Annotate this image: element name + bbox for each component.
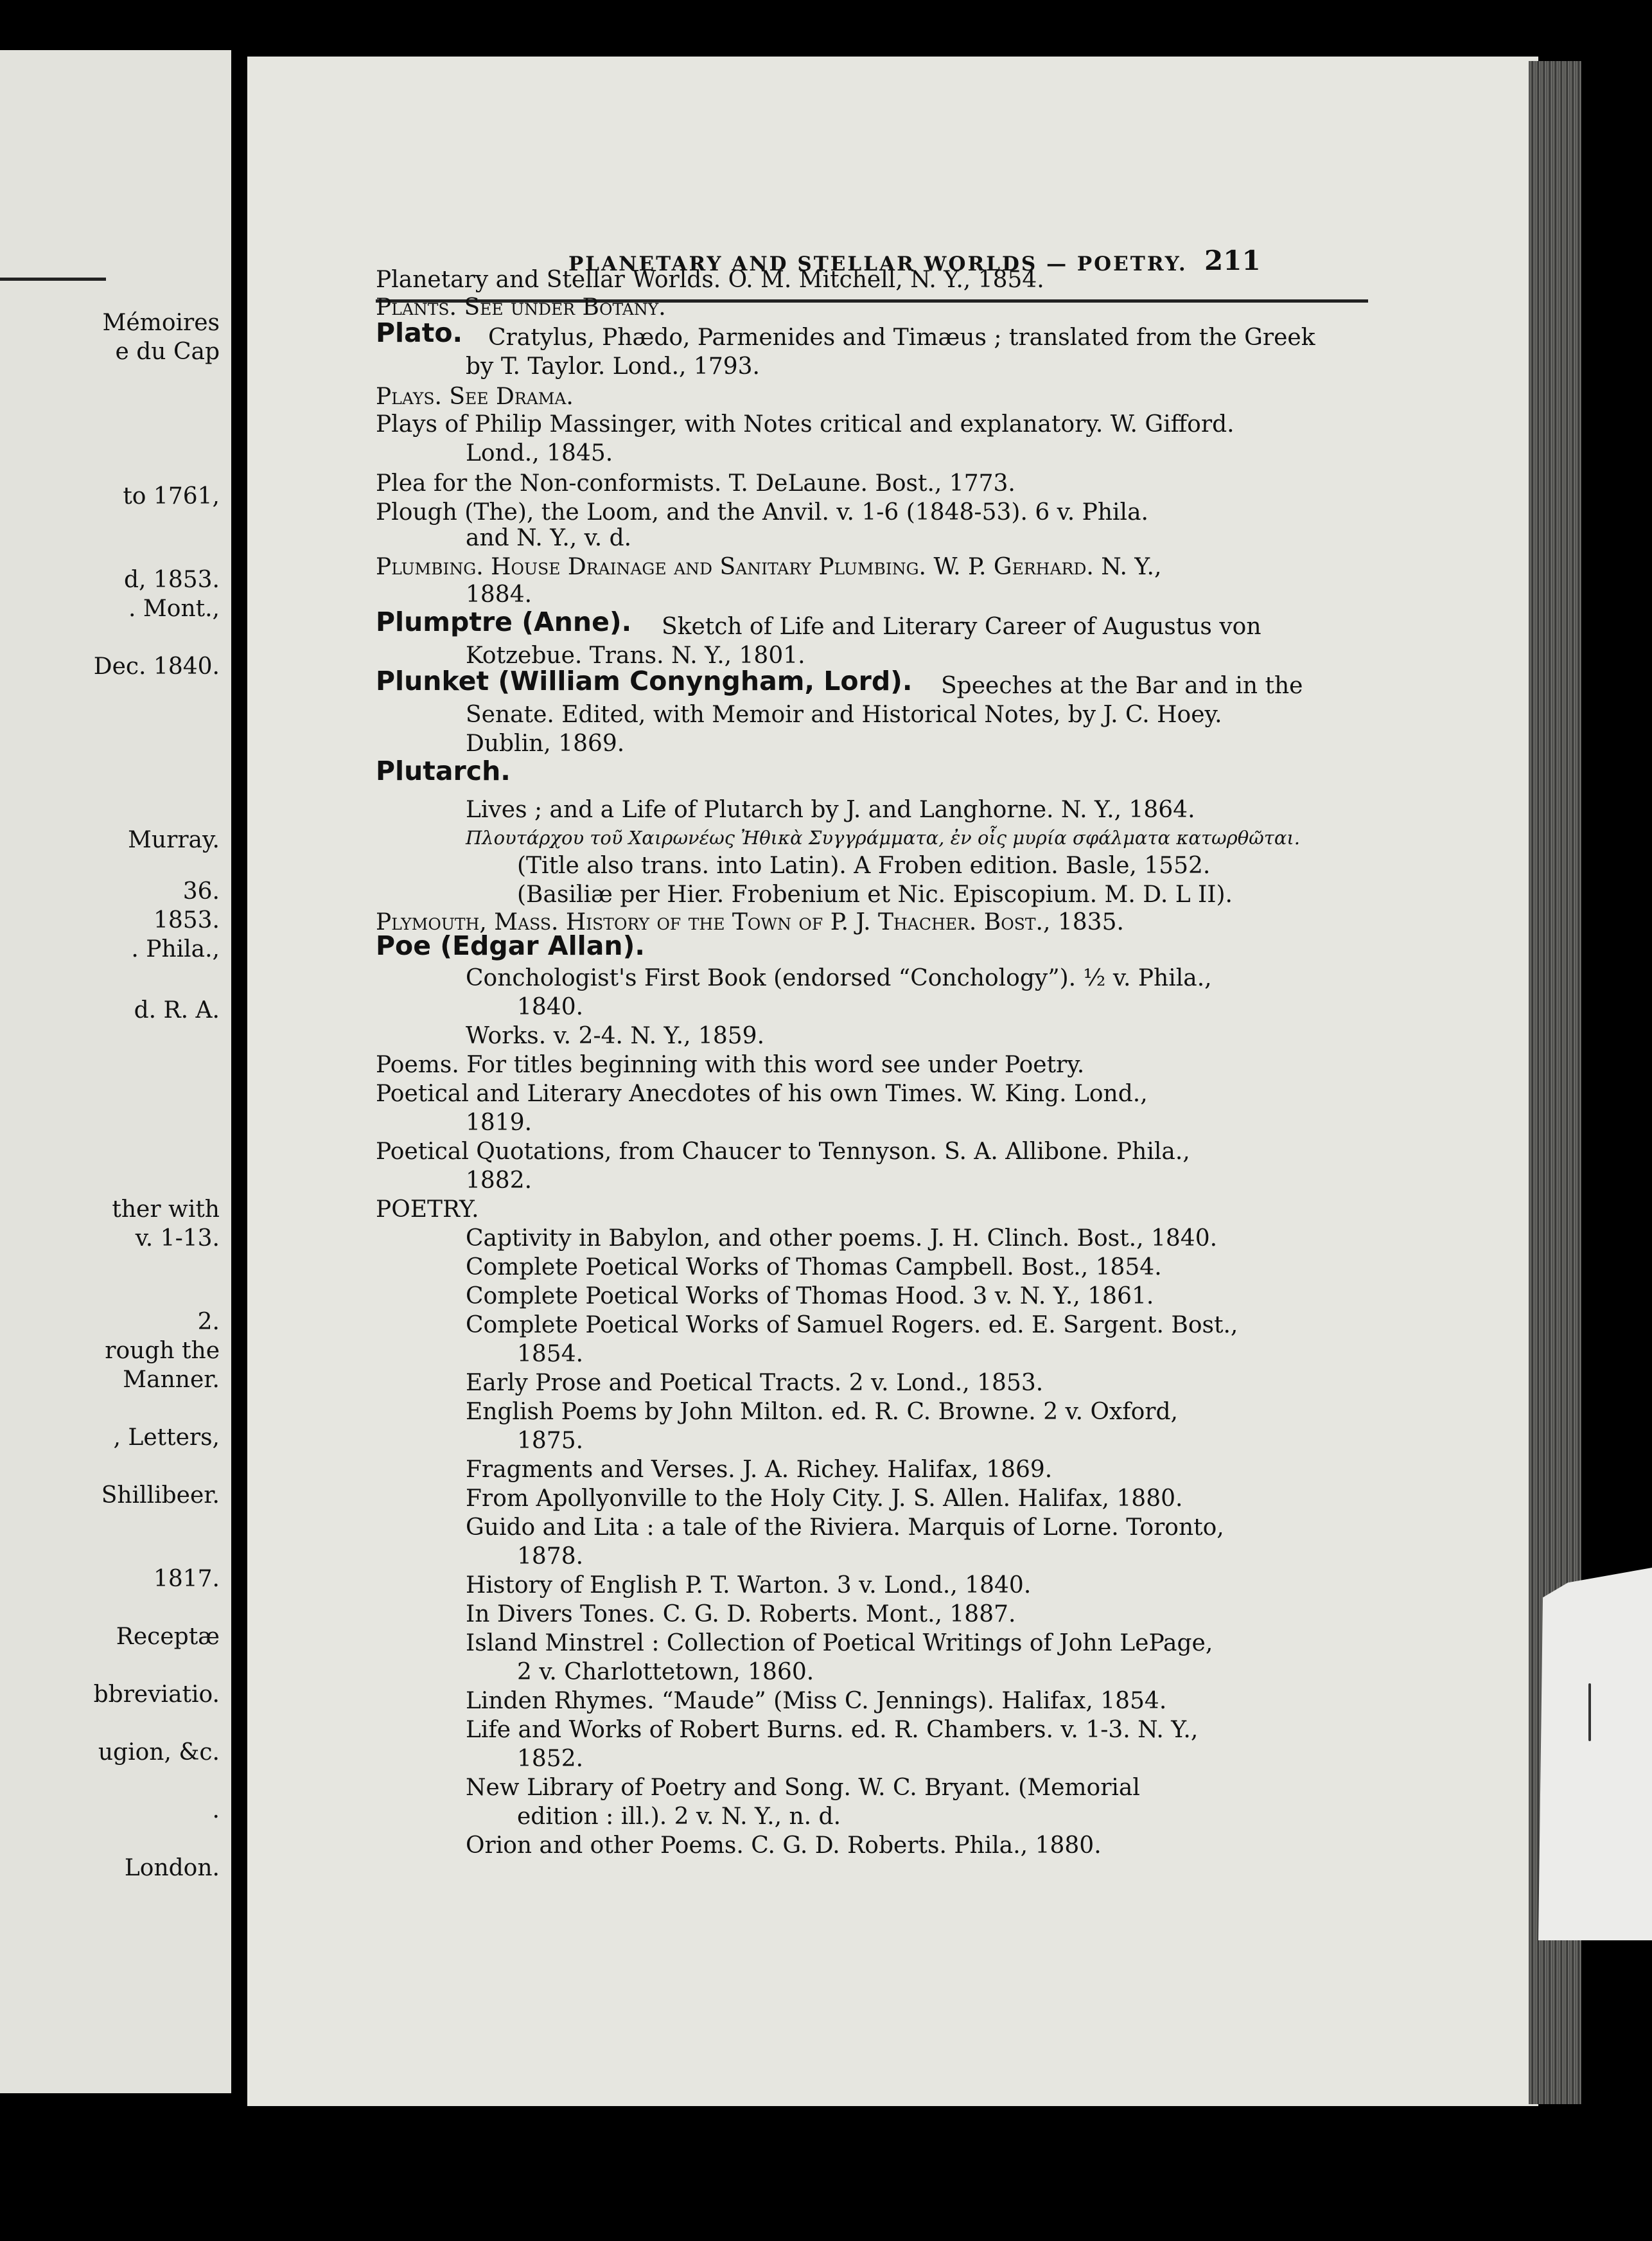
left-page-fragment: 2.: [197, 1309, 220, 1335]
entry-heading: Poe (Edgar Allan).: [376, 930, 645, 961]
entry-line: 1854.: [517, 1341, 584, 1367]
entry-line: New Library of Poetry and Song. W. C. Bryant. (Memorial: [466, 1775, 1140, 1801]
left-page-fragment: 36.: [182, 878, 220, 905]
entry-line: 1875.: [517, 1428, 584, 1454]
right-page: [247, 57, 1538, 2106]
entry-line: Guido and Lita : a tale of the Riviera. Marquis of Lorne. Toronto,: [466, 1514, 1224, 1541]
left-page-fragment: Manner.: [123, 1367, 220, 1393]
entry-line: Cratylus, Phædo, Parmenides and Timæus ; translated from the Greek: [488, 324, 1315, 351]
entry-line: Πλουτάρχου τοῦ Χαιρωνέως Ἠθικὰ Συγγράμματα, ἐν οἷς μυρία σφάλματα κατωρθῶται.: [466, 827, 1301, 849]
entry-line: Plays of Philip Massinger, with Notes critical and explanatory. W. Gifford.: [376, 411, 1235, 438]
left-page-fragment: Mémoires: [102, 310, 220, 336]
entry-line: Sketch of Life and Literary Career of Augustus von: [662, 614, 1261, 640]
entry-line: 1884.: [466, 581, 532, 608]
entry-line: Complete Poetical Works of Thomas Campbell. Bost., 1854.: [466, 1254, 1162, 1280]
entry-heading: Plutarch.: [376, 756, 511, 786]
entry-line: Lives ; and a Life of Plutarch by J. and Langhorne. N. Y., 1864.: [466, 797, 1195, 823]
entry-line: Poetical Quotations, from Chaucer to Tennyson. S. A. Allibone. Phila.,: [376, 1138, 1190, 1165]
entry-line: Fragments and Verses. J. A. Richey. Halifax, 1869.: [466, 1457, 1053, 1483]
entry-heading: Plumptre (Anne).: [376, 607, 632, 637]
left-page-fragment: ther with: [112, 1196, 220, 1223]
left-page-fragment: ugion, &c.: [98, 1739, 220, 1766]
left-page-fragment: d. R. A.: [134, 997, 220, 1023]
entry-line: Speeches at the Bar and in the: [941, 673, 1303, 699]
entry-line: Plumbing. House Drainage and Sanitary Plumbing. W. P. Gerhard. N. Y.,: [376, 554, 1162, 580]
left-page-fragment: London.: [124, 1855, 220, 1881]
entry-line: 1852.: [517, 1746, 584, 1772]
left-page-fragment: .: [212, 1797, 220, 1823]
left-page-fragment: bbreviatio.: [93, 1681, 220, 1708]
left-page: [0, 50, 231, 2093]
entry-line: (Title also trans. into Latin). A Froben edition. Basle, 1552.: [517, 853, 1211, 879]
entry-line: Early Prose and Poetical Tracts. 2 v. Lond., 1853.: [466, 1370, 1044, 1396]
entry-line: Poems. For titles beginning with this word see under Poetry.: [376, 1052, 1085, 1078]
entry-line: Lond., 1845.: [466, 440, 613, 466]
entry-line: Works. v. 2-4. N. Y., 1859.: [466, 1023, 765, 1049]
entry-line: Orion and other Poems. C. G. D. Roberts. Phila., 1880.: [466, 1832, 1102, 1859]
entry-heading: Plunket (William Conyngham, Lord).: [376, 666, 913, 696]
entry-line: Senate. Edited, with Memoir and Historical Notes, by J. C. Hoey.: [466, 702, 1222, 728]
entry-line: POETRY.: [376, 1196, 479, 1223]
left-page-fragment: Receptæ: [116, 1624, 220, 1650]
left-page-fragment: 1817.: [153, 1566, 220, 1592]
entry-line: Plymouth, Mass. History of the Town of P. J. Thacher. Bost., 1835.: [376, 909, 1124, 935]
entry-line: Poetical and Literary Anecdotes of his own Times. W. King. Lond.,: [376, 1081, 1148, 1107]
entry-heading: Plato.: [376, 317, 463, 348]
flap-mark: [1588, 1683, 1591, 1741]
left-page-fragment: Dec. 1840.: [93, 653, 220, 680]
entry-line: edition : ill.). 2 v. N. Y., n. d.: [517, 1803, 841, 1830]
entry-line: Island Minstrel : Collection of Poetical Writings of John LePage,: [466, 1630, 1213, 1656]
entry-line: and N. Y., v. d.: [466, 525, 632, 551]
entry-line: 2 v. Charlottetown, 1860.: [517, 1659, 814, 1685]
entry-line: In Divers Tones. C. G. D. Roberts. Mont., 1887.: [466, 1601, 1016, 1627]
left-page-rule: [0, 278, 106, 281]
left-page-fragment: 1853.: [153, 907, 220, 934]
entry-line: Life and Works of Robert Burns. ed. R. Chambers. v. 1-3. N. Y.,: [466, 1717, 1199, 1743]
entry-line: Plea for the Non-conformists. T. DeLaune. Bost., 1773.: [376, 470, 1015, 497]
left-page-fragment: . Phila.,: [131, 936, 220, 962]
page-number: 211: [1204, 245, 1261, 276]
left-page-fragment: to 1761,: [123, 483, 220, 509]
left-page-fragment: v. 1-13.: [135, 1225, 220, 1252]
entry-line: (Basiliæ per Hier. Frobenium et Nic. Episcopium. M. D. L II).: [517, 881, 1233, 908]
running-header: PLANETARY AND STELLAR WORLDS — POETRY.: [568, 252, 1188, 276]
entry-line: History of English P. T. Warton. 3 v. Lond., 1840.: [466, 1572, 1032, 1599]
left-page-fragment: e du Cap: [115, 339, 220, 365]
entry-line: 1878.: [517, 1543, 584, 1570]
paper-flap: [1538, 1568, 1652, 1940]
entry-line: Linden Rhymes. “Maude” (Miss C. Jennings). Halifax, 1854.: [466, 1688, 1167, 1714]
entry-line: Planetary and Stellar Worlds. O. M. Mitchell, N. Y., 1854.: [376, 267, 1044, 293]
entry-line: by T. Taylor. Lond., 1793.: [466, 353, 760, 380]
left-page-fragment: Shillibeer.: [101, 1482, 220, 1509]
entry-line: 1819.: [466, 1110, 532, 1136]
entry-line: Plays. See Drama.: [376, 384, 574, 410]
left-page-fragment: Murray.: [128, 827, 220, 853]
entry-line: Kotzebue. Trans. N. Y., 1801.: [466, 642, 805, 669]
left-page-fragment: d, 1853.: [124, 567, 220, 593]
entry-line: 1840.: [517, 994, 584, 1020]
entry-line: Complete Poetical Works of Samuel Rogers. ed. E. Sargent. Bost.,: [466, 1312, 1238, 1338]
entry-line: 1882.: [466, 1167, 532, 1194]
left-page-fragment: , Letters,: [113, 1424, 220, 1451]
left-page-fragment: . Mont.,: [128, 596, 220, 622]
entry-line: Plants. See under Botany.: [376, 294, 666, 321]
entry-line: Dublin, 1869.: [466, 731, 625, 757]
entry-line: Plough (The), the Loom, and the Anvil. v. 1-6 (1848-53). 6 v. Phila.: [376, 499, 1148, 526]
entry-line: From Apollyonville to the Holy City. J. S. Allen. Halifax, 1880.: [466, 1485, 1183, 1512]
left-page-fragment: rough the: [105, 1338, 220, 1364]
entry-line: Conchologist's First Book (endorsed “Conchology”). ½ v. Phila.,: [466, 965, 1212, 991]
entry-line: English Poems by John Milton. ed. R. C. Browne. 2 v. Oxford,: [466, 1399, 1179, 1425]
entry-line: Complete Poetical Works of Thomas Hood. 3 v. N. Y., 1861.: [466, 1283, 1154, 1309]
entry-line: Captivity in Babylon, and other poems. J. H. Clinch. Bost., 1840.: [466, 1225, 1218, 1252]
